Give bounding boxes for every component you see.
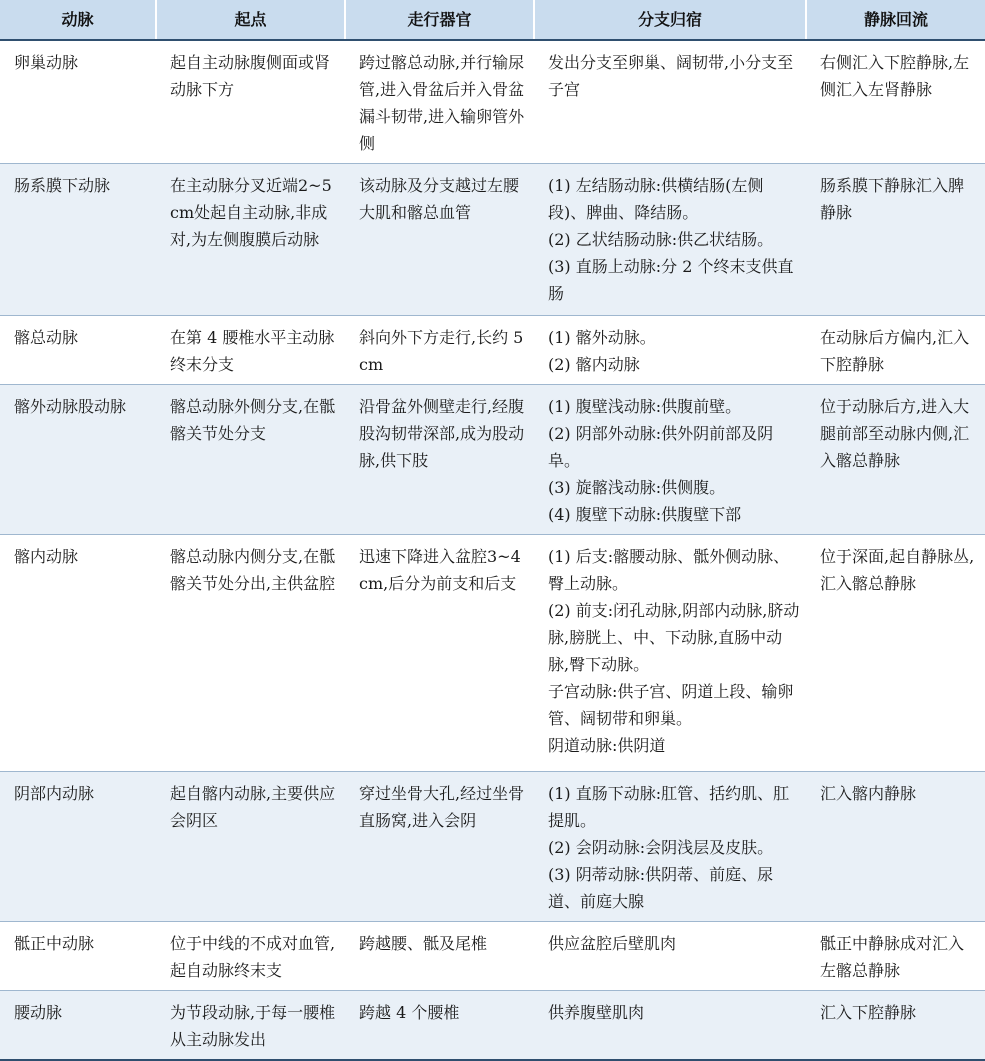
cell-artery: 卵巢动脉: [0, 40, 156, 164]
cell-origin: 在第 4 腰椎水平主动脉终末分支: [156, 316, 345, 385]
cell-venous: 右侧汇入下腔静脉,左侧汇入左肾静脉: [806, 40, 985, 164]
table-row: [0, 316, 985, 385]
cell-artery: 肠系膜下动脉: [0, 164, 156, 316]
cell-venous: 肠系膜下静脉汇入脾静脉: [806, 164, 985, 316]
branch-line: (1) 左结肠动脉:供横结肠(左侧段)、脾曲、降结肠。: [548, 176, 764, 222]
branch-line: (2) 会阴动脉:会阴浅层及皮肤。: [548, 838, 774, 857]
branch-line: (2) 前支:闭孔动脉,阴部内动脉,脐动脉,膀胱上、中、下动脉,直肠中动脉,臀下动脉。: [548, 601, 800, 674]
cell-branches: [534, 922, 806, 991]
cell-course: 穿过坐骨大孔,经过坐骨直肠窝,进入会阴: [345, 772, 534, 922]
cell-course: 跨越腰、骶及尾椎: [345, 922, 534, 991]
table-header-row: [0, 0, 985, 40]
branch-line: 供应盆腔后壁肌肉: [548, 934, 677, 953]
branch-line: (1) 直肠下动脉:肛管、括约肌、肛提肌。: [548, 784, 790, 830]
branch-line: (2) 乙状结肠动脉:供乙状结肠。: [548, 230, 774, 249]
table-row: [0, 164, 985, 316]
table-row: [0, 535, 985, 772]
cell-artery: 骶正中动脉: [0, 922, 156, 991]
cell-venous: 汇入髂内静脉: [806, 772, 985, 922]
cell-branches: [534, 535, 806, 772]
branch-line: (3) 阴蒂动脉:供阴蒂、前庭、尿道、前庭大腺: [548, 865, 774, 911]
header-origin: 起点: [156, 0, 345, 40]
cell-origin: 为节段动脉,于每一腰椎从主动脉发出: [156, 991, 345, 1061]
cell-course: 跨越 4 个腰椎: [345, 991, 534, 1061]
branch-line: 阴道动脉:供阴道: [548, 736, 666, 755]
branch-line: (1) 髂外动脉。: [548, 328, 656, 347]
cell-venous: 骶正中静脉成对汇入左髂总静脉: [806, 922, 985, 991]
cell-venous: 汇入下腔静脉: [806, 991, 985, 1061]
branch-line: 子宫动脉:供子宫、阴道上段、输卵管、阔韧带和卵巢。: [548, 682, 794, 728]
cell-course: 斜向外下方走行,长约 5cm: [345, 316, 534, 385]
cell-artery: 髂总动脉: [0, 316, 156, 385]
cell-branches: [534, 40, 806, 164]
cell-venous: 在动脉后方偏内,汇入下腔静脉: [806, 316, 985, 385]
cell-course: 沿骨盆外侧壁走行,经腹股沟韧带深部,成为股动脉,供下肢: [345, 385, 534, 535]
branch-line: (3) 旋髂浅动脉:供侧腹。: [548, 478, 726, 497]
branch-line: (1) 后支:髂腰动脉、骶外侧动脉、臀上动脉。: [548, 547, 790, 593]
header-artery: 动脉: [0, 0, 156, 40]
cell-branches: [534, 772, 806, 922]
cell-branches: [534, 991, 806, 1061]
cell-branches: [534, 164, 806, 316]
branch-line: (4) 腹壁下动脉:供腹壁下部: [548, 505, 742, 524]
cell-artery: 髂外动脉股动脉: [0, 385, 156, 535]
branch-line: 供养腹壁肌肉: [548, 1003, 645, 1022]
cell-course: 该动脉及分支越过左腰大肌和髂总血管: [345, 164, 534, 316]
cell-origin: 髂总动脉外侧分支,在骶髂关节处分支: [156, 385, 345, 535]
cell-venous: 位于动脉后方,进入大腿前部至动脉内侧,汇入髂总静脉: [806, 385, 985, 535]
cell-branches: [534, 316, 806, 385]
table-row: [0, 922, 985, 991]
header-venous: 静脉回流: [806, 0, 985, 40]
cell-artery: 阴部内动脉: [0, 772, 156, 922]
branch-line: 发出分支至卵巢、阔韧带,小分支至子宫: [548, 53, 794, 99]
branch-line: (1) 腹壁浅动脉:供腹前壁。: [548, 397, 742, 416]
cell-venous: 位于深面,起自静脉丛,汇入髂总静脉: [806, 535, 985, 772]
cell-origin: 位于中线的不成对血管,起自动脉终末支: [156, 922, 345, 991]
branch-line: (2) 阴部外动脉:供外阴前部及阴阜。: [548, 424, 774, 470]
branch-line: (2) 髂内动脉: [548, 355, 640, 374]
cell-artery: 髂内动脉: [0, 535, 156, 772]
cell-origin: 在主动脉分叉近端2~5cm处起自主动脉,非成对,为左侧腹膜后动脉: [156, 164, 345, 316]
cell-origin: 起自髂内动脉,主要供应会阴区: [156, 772, 345, 922]
table-row: [0, 40, 985, 164]
table-row: [0, 772, 985, 922]
cell-artery: 腰动脉: [0, 991, 156, 1061]
table-row: [0, 991, 985, 1061]
table-row: [0, 385, 985, 535]
cell-origin: 起自主动脉腹侧面或肾动脉下方: [156, 40, 345, 164]
cell-branches: [534, 385, 806, 535]
cell-course: 迅速下降进入盆腔3~4cm,后分为前支和后支: [345, 535, 534, 772]
cell-course: 跨过髂总动脉,并行输尿管,进入骨盆后并入骨盆漏斗韧带,进入输卵管外侧: [345, 40, 534, 164]
cell-origin: 髂总动脉内侧分支,在骶髂关节处分出,主供盆腔: [156, 535, 345, 772]
branch-line: (3) 直肠上动脉:分 2 个终末支供直肠: [548, 257, 794, 303]
header-branches: 分支归宿: [534, 0, 806, 40]
header-course: 走行器官: [345, 0, 534, 40]
